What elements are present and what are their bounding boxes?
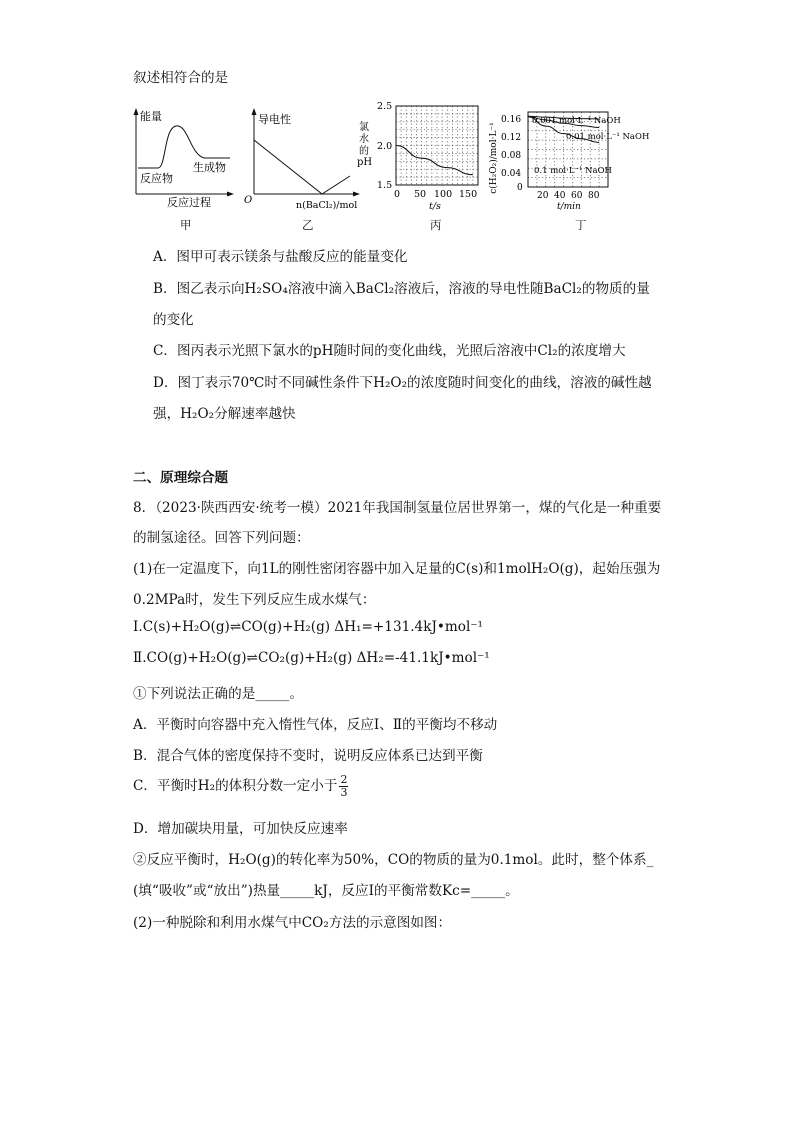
- bing-ytick: 2.0: [377, 141, 393, 152]
- bing-ytick: 1.5: [377, 180, 393, 191]
- ding-series-label: 0.1 mol·L⁻¹ NaOH: [534, 166, 612, 176]
- ding-xtick: 80: [588, 191, 600, 201]
- option-d-line1: D．图丁表示70℃时不同碱性条件下H₂O₂的浓度随时间变化的曲线，溶液的碱性越: [153, 375, 652, 391]
- part-2: (2)一种脱除和利用水煤气中CO₂方法的示意图如图：: [133, 915, 452, 931]
- bing-xtick: 0: [394, 189, 401, 200]
- subq-2-line1: ②反应平衡时，H₂O(g)的转化率为50%，CO的物质的量为0.1mol。此时，整个体系_: [133, 852, 654, 868]
- ding-series-label: 0.01 mol·L⁻¹ NaOH: [566, 132, 650, 142]
- jia-ylabel: 能量: [140, 110, 162, 123]
- bing-ylabel-c1: 氯: [359, 122, 369, 133]
- fraction-numerator: 2: [340, 773, 348, 786]
- bing-ylabel: [357, 120, 372, 168]
- subq1-option-d: D．增加碳块用量，可加快反应速率: [133, 821, 348, 837]
- reaction-1: I.C(s)+H₂O(g)⇌CO(g)+H₂(g) ΔH₁=+131.4kJ•mol⁻¹: [133, 619, 483, 635]
- jia-product-label: 生成物: [193, 161, 226, 174]
- ding-ytick: 0.08: [501, 151, 522, 161]
- figure-yi: [244, 98, 364, 213]
- yi-caption: 乙: [302, 218, 314, 232]
- q8-line4: 0.2MPa时，发生下列反应生成水煤气：: [133, 592, 376, 608]
- ding-ytick: 0.04: [501, 169, 522, 179]
- jia-caption: 甲: [180, 218, 192, 232]
- ding-ylabel: c(H₂O₂)/mol·L⁻¹: [489, 122, 499, 194]
- ding-series-label: 0.001 mol·L⁻¹ NaOH: [532, 116, 621, 126]
- subq-2-line2: (填“吸收”或“放出”)热量_____kJ，反应I的平衡常数Kc=_____。: [133, 883, 519, 899]
- option-b-line1: B．图乙表示向H₂SO₄溶液中滴入BaCl₂溶液后，溶液的导电性随BaCl₂的物质的量: [153, 281, 650, 297]
- subq1-option-a: A．平衡时向容器中充入惰性气体，反应I、Ⅱ的平衡均不移动: [133, 717, 498, 733]
- figure-ding: [482, 98, 682, 214]
- intro-text: 叙述相符合的是: [133, 70, 229, 86]
- ding-xtick: 40: [554, 191, 566, 201]
- yi-xlabel: n(BaCl₂)/mol: [296, 200, 358, 211]
- option-a: A．图甲可表示镁条与盐酸反应的能量变化: [153, 249, 408, 265]
- bing-ylabel-c3: 的: [359, 146, 369, 157]
- bing-xtick: 50: [414, 189, 427, 200]
- bing-ph-curve: [396, 146, 473, 175]
- figure-jia: [126, 98, 236, 213]
- jia-xlabel: 反应过程: [167, 196, 211, 209]
- section-title: 二、原理综合题: [133, 470, 229, 486]
- ding-ytick: 0: [517, 183, 523, 193]
- ding-xlabel: t/min: [557, 202, 581, 212]
- ding-xtick: 60: [571, 191, 583, 201]
- bing-ytick: 2.5: [377, 101, 393, 112]
- yi-origin: O: [244, 195, 253, 206]
- option-c: C．图丙表示光照下氯水的pH随时间的变化曲线，光照后溶液中Cl₂的浓度增大: [153, 343, 626, 359]
- ding-ytick: 0.12: [501, 133, 522, 143]
- option-d-line2: 强，H₂O₂分解速率越快: [153, 406, 296, 422]
- bing-xlabel: t/s: [429, 201, 441, 212]
- ding-ytick: 0.16: [501, 115, 522, 125]
- bing-ylabel-c4: pH: [357, 157, 373, 168]
- subq1-option-c-text: C．平衡时H₂的体积分数一定小于: [133, 778, 338, 794]
- reaction-2: Ⅱ.CO(g)+H₂O(g)⇌CO₂(g)+H₂(g) ΔH₂=-41.1kJ•mol⁻¹: [133, 650, 490, 666]
- bing-xtick: 150: [459, 189, 478, 200]
- bing-caption: 丙: [430, 218, 442, 232]
- figure-bing: [355, 98, 485, 214]
- subq-1: ①下列说法正确的是_____。: [133, 686, 303, 702]
- q8-line2: 的制氢途径。回答下列问题：: [133, 530, 310, 546]
- ding-caption: 丁: [575, 218, 587, 232]
- option-b-line2: 的变化: [153, 312, 194, 328]
- q8-line1: 8．（2023·陕西西安·统考一模）2021年我国制氢量位居世界第一，煤的气化是一种重要: [133, 500, 662, 516]
- fraction-two-thirds: [339, 774, 348, 799]
- jia-reactant-label: 反应物: [140, 172, 173, 185]
- bing-xtick: 100: [434, 189, 453, 200]
- ding-xtick: 20: [537, 191, 549, 201]
- yi-ylabel: 导电性: [258, 113, 291, 126]
- fraction-denominator: 3: [340, 786, 348, 799]
- bing-ylabel-c2: 水: [359, 134, 369, 145]
- q8-line3: (1)在一定温度下，向1L的刚性密闭容器中加入足量的C(s)和1molH₂O(g)，起始压强为: [133, 561, 661, 577]
- subq1-option-b: B．混合气体的密度保持不变时，说明反应体系已达到平衡: [133, 748, 483, 764]
- subq1-option-c: [133, 774, 348, 799]
